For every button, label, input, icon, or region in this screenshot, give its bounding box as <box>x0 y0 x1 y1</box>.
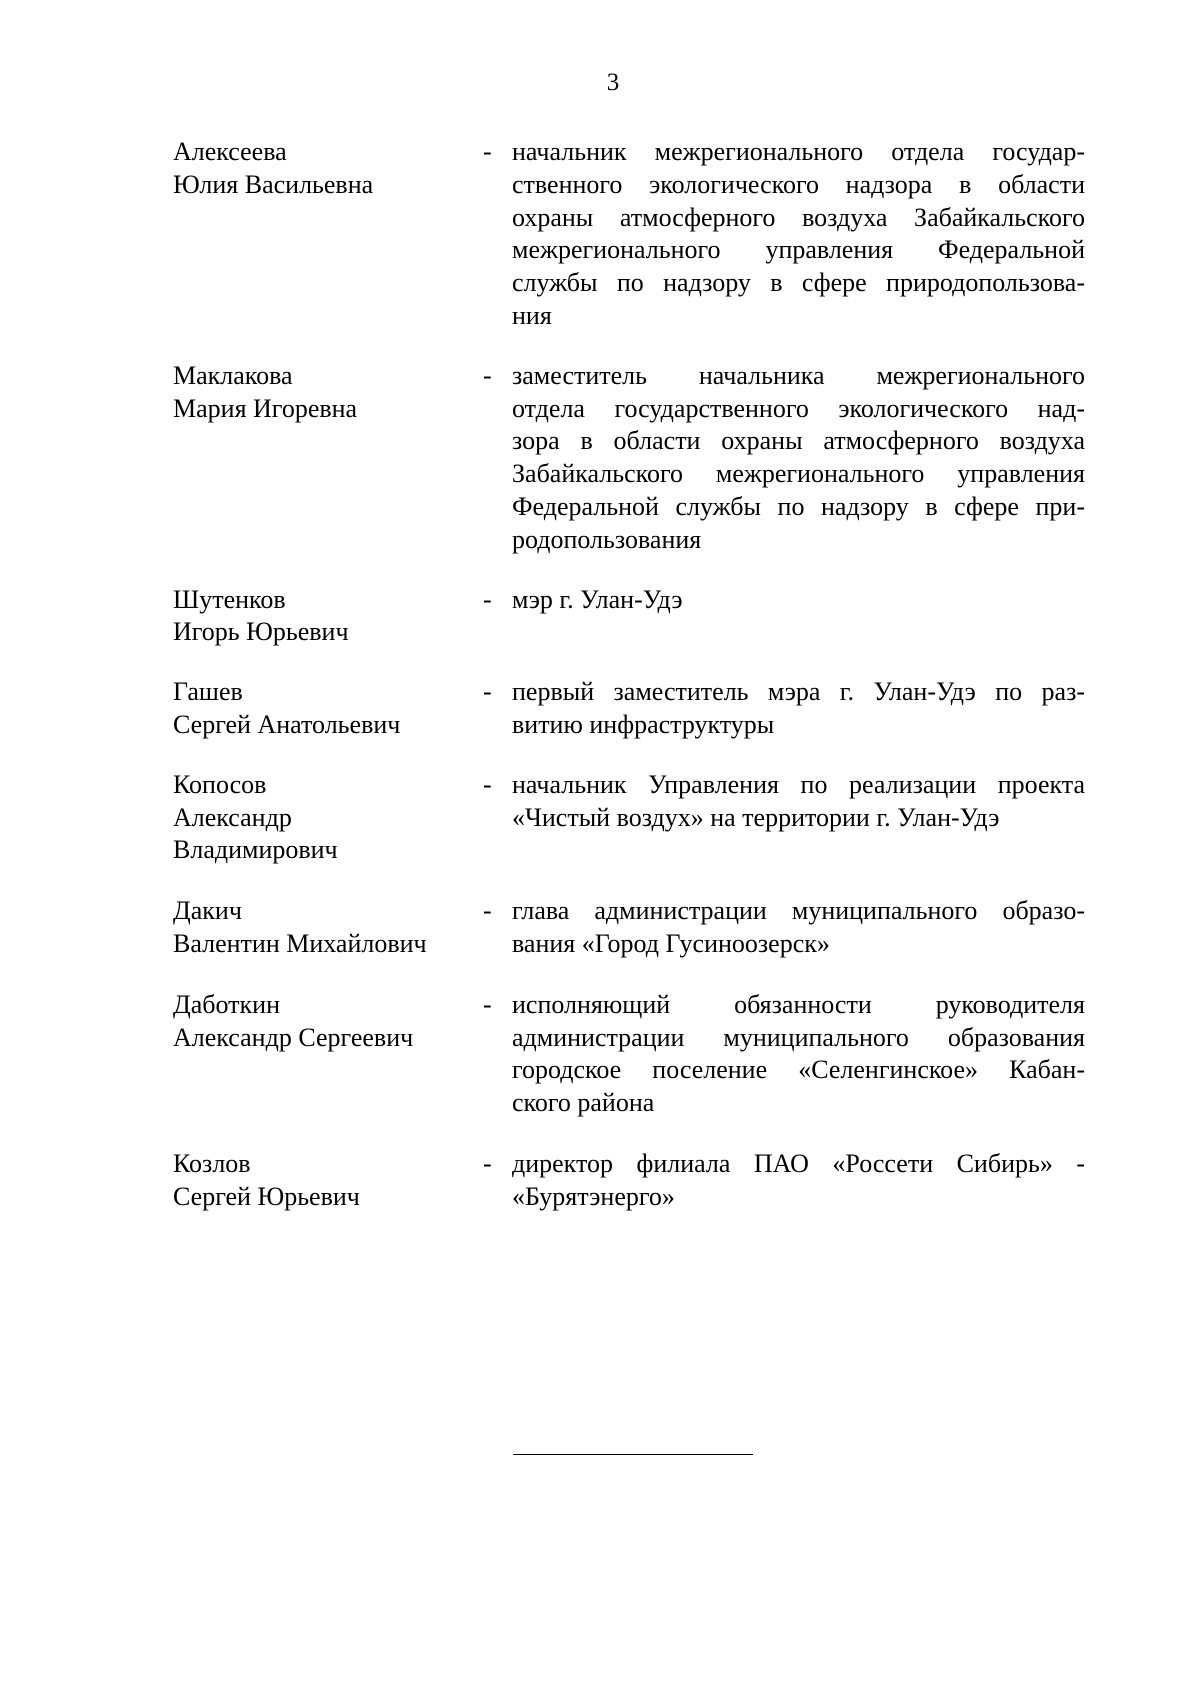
member-name-line: Козлов <box>173 1148 251 1178</box>
member-position-line: администрации муниципального образования <box>512 1022 1085 1052</box>
member-name <box>173 895 483 961</box>
member-name-line: Валентин Михайлович <box>173 928 427 958</box>
member-position-line: зора в области охраны атмосферного воздуха <box>512 426 1085 456</box>
member-position <box>512 676 1085 742</box>
member-position-line: начальник межрегионального отдела государ- <box>512 137 1085 166</box>
member-position-line: витию инфраструктуры <box>512 709 775 739</box>
member-position-line: заместитель начальника межрегионального <box>512 360 1085 390</box>
member-position-line: отдела государственного экологического над- <box>512 393 1085 423</box>
member-position-line: исполняющий обязанности руководителя <box>512 989 1085 1019</box>
member-position-line: мэр г. Улан-Удэ <box>512 584 683 614</box>
member-name <box>173 584 483 650</box>
member-name <box>173 136 483 202</box>
member-entry <box>173 1148 1085 1214</box>
member-entry <box>173 136 1085 333</box>
member-dash: - <box>483 989 492 1019</box>
member-list <box>173 136 1085 1214</box>
member-name-line: Сергей Юрьевич <box>173 1181 360 1211</box>
member-position-line: вания «Город Гусиноозерск» <box>512 928 830 958</box>
member-dash: - <box>483 584 492 614</box>
end-separator-line <box>513 1454 753 1455</box>
member-position-line: охраны атмосферного воздуха Забайкальского <box>512 202 1085 232</box>
member-position <box>512 769 1085 835</box>
member-position-line: городское поселение «Селенгинское» Кабан- <box>512 1055 1085 1085</box>
member-dash: - <box>483 896 492 926</box>
member-position-line: «Чистый воздух» на территории г. Улан-Удэ <box>512 802 1000 832</box>
member-position <box>512 136 1085 333</box>
member-position <box>512 989 1085 1120</box>
member-position-line: начальник Управления по реализации проекта <box>512 769 1085 799</box>
member-position <box>512 584 1085 617</box>
member-entry <box>173 769 1085 867</box>
member-name-line: Владимирович <box>173 835 338 865</box>
member-position-line: Федеральной службы по надзору в сфере при- <box>512 491 1085 521</box>
member-position-line: директор филиала ПАО «Россети Сибирь» - <box>512 1148 1085 1178</box>
member-position-line: ского района <box>512 1088 655 1118</box>
member-name <box>173 360 483 426</box>
member-position-line: родопользования <box>512 524 702 554</box>
member-position-line: ния <box>512 300 552 330</box>
member-dash: - <box>483 677 492 707</box>
member-dash: - <box>483 1148 492 1178</box>
member-name-line: Шутенков <box>173 584 286 614</box>
member-name <box>173 1148 483 1214</box>
member-name-line: Игорь Юрьевич <box>173 617 349 647</box>
member-position-line: Забайкальского межрегионального управления <box>512 459 1085 489</box>
member-position <box>512 895 1085 961</box>
member-name-line: Мария Игоревна <box>173 393 358 423</box>
member-entry <box>173 895 1085 961</box>
member-position-line: межрегионального управления Федеральной <box>512 235 1085 265</box>
page-number: 3 <box>606 69 620 96</box>
member-name-line: Александр Сергеевич <box>173 1022 414 1052</box>
member-dash: - <box>483 360 492 390</box>
member-position-line: глава администрации муниципального образо- <box>512 896 1085 926</box>
member-position-line: службы по надзору в сфере природопользова- <box>512 268 1085 298</box>
member-entry <box>173 676 1085 742</box>
member-name <box>173 676 483 742</box>
member-name-line: Александр <box>173 802 292 832</box>
member-dash: - <box>483 137 492 166</box>
member-position-line: «Бурятэнерго» <box>512 1181 675 1211</box>
member-name-line: Дакич <box>173 896 242 926</box>
member-entry <box>173 989 1085 1120</box>
member-position <box>512 360 1085 557</box>
member-name-line: Даботкин <box>173 989 280 1019</box>
member-position <box>512 1148 1085 1214</box>
member-name-line: Юлия Васильевна <box>173 169 374 199</box>
member-entry <box>173 584 1085 650</box>
member-name-line: Копосов <box>173 769 267 799</box>
member-name <box>173 769 483 867</box>
member-name-line: Маклакова <box>173 360 293 390</box>
member-dash: - <box>483 769 492 799</box>
member-name-line: Алексеева <box>173 137 287 166</box>
member-position-line: ственного экологического надзора в области <box>512 169 1085 199</box>
member-name <box>173 989 483 1055</box>
member-name-line: Гашев <box>173 677 243 707</box>
member-name-line: Сергей Анатольевич <box>173 709 401 739</box>
member-position-line: первый заместитель мэра г. Улан-Удэ по раз- <box>512 677 1085 707</box>
member-entry <box>173 360 1085 557</box>
